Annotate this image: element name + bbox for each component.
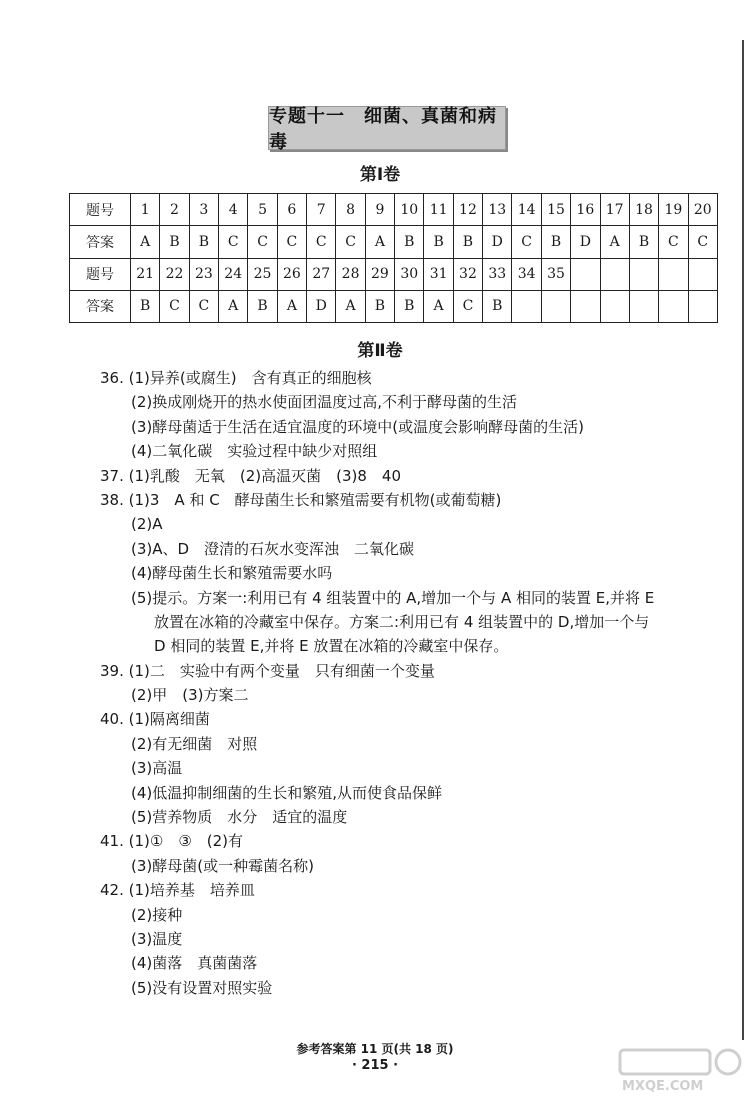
answer-line: (3)酵母菌(或一种霉菌名称) — [131, 856, 314, 875]
section-title-part1: 第Ⅰ卷 — [359, 165, 401, 185]
answer-letter-cell — [659, 290, 688, 322]
question-number-cell: 30 — [395, 258, 424, 290]
question-number-cell: 6 — [277, 194, 306, 226]
table-row — [70, 226, 718, 258]
question-number-cell: 16 — [571, 194, 600, 226]
question-number-cell: 33 — [483, 258, 512, 290]
answer-letter-cell: A — [336, 290, 365, 322]
answer-letter-cell: A — [277, 290, 306, 322]
question-number-cell — [688, 258, 717, 290]
answer-line: 42. (1)培养基 培养皿 — [100, 881, 255, 900]
answer-letter-cell: B — [365, 290, 394, 322]
answer-line: (4)酵母菌生长和繁殖需要水吗 — [131, 564, 333, 583]
answer-letter-cell — [600, 290, 629, 322]
question-number-cell: 7 — [307, 194, 336, 226]
question-number-cell: 8 — [336, 194, 365, 226]
answer-line: (5)营养物质 水分 适宜的温度 — [131, 808, 348, 827]
question-number-cell — [659, 258, 688, 290]
question-number-cell: 15 — [541, 194, 570, 226]
answer-line: (4)二氧化碳 实验过程中缺少对照组 — [131, 442, 378, 461]
answer-line: (3)酵母菌适于生活在适宜温度的环境中(或温度会影响酵母菌的生活) — [131, 417, 584, 436]
answer-line: D 相同的装置 E,并将 E 放置在冰箱的冷藏室中保存。 — [154, 637, 509, 656]
answer-letter-cell: B — [424, 226, 453, 258]
answer-letter-cell: D — [571, 226, 600, 258]
question-number-cell: 35 — [541, 258, 570, 290]
question-number-cell: 26 — [277, 258, 306, 290]
table-row — [70, 258, 718, 290]
answer-letter-cell: B — [131, 290, 160, 322]
answer-line: (3)温度 — [131, 929, 183, 948]
answer-line: (2)A — [131, 515, 163, 534]
question-number-cell: 4 — [219, 194, 248, 226]
answer-line: (5)提示。方案一:利用已有 4 组装置中的 A,增加一个与 A 相同的装置 E,并将 E — [131, 588, 655, 607]
answer-line: 40. (1)隔离细菌 — [100, 710, 210, 729]
answer-letter-cell: C — [277, 226, 306, 258]
answer-letter-cell: C — [688, 226, 717, 258]
page-number: · 215 · — [351, 1058, 399, 1073]
question-number-cell: 5 — [248, 194, 277, 226]
answer-letter-cell: B — [453, 226, 482, 258]
question-number-cell: 11 — [424, 194, 453, 226]
question-number-cell: 25 — [248, 258, 277, 290]
question-number-cell — [600, 258, 629, 290]
row-header: 答案 — [70, 290, 131, 322]
answer-letter-cell: B — [189, 226, 218, 258]
watermark-logo — [616, 1046, 746, 1094]
answer-letter-cell: A — [424, 290, 453, 322]
row-header: 答案 — [70, 226, 131, 258]
answer-letter-cell: C — [160, 290, 189, 322]
row-header: 题号 — [70, 258, 131, 290]
answer-letter-cell — [688, 290, 717, 322]
question-number-cell: 23 — [189, 258, 218, 290]
answer-letter-cell: A — [131, 226, 160, 258]
watermark-text: MXQE.COM — [622, 1079, 704, 1094]
question-number-cell: 27 — [307, 258, 336, 290]
answer-letter-cell: A — [219, 290, 248, 322]
question-number-cell: 17 — [600, 194, 629, 226]
answer-line: (2)接种 — [131, 905, 183, 924]
question-number-cell — [571, 258, 600, 290]
table-row — [70, 290, 718, 322]
question-number-cell — [629, 258, 658, 290]
answer-letter-cell: C — [336, 226, 365, 258]
answer-line: (2)有无细菌 对照 — [131, 734, 258, 753]
answer-line: 放置在冰箱的冷藏室中保存。方案二:利用已有 4 组装置中的 D,增加一个与 — [154, 612, 650, 631]
question-number-cell: 29 — [365, 258, 394, 290]
answer-line: (3)A、D 澄清的石灰水变浑浊 二氧化碳 — [131, 539, 415, 558]
answer-line: (2)甲 (3)方案二 — [131, 686, 249, 705]
answer-letter-cell: A — [365, 226, 394, 258]
answer-letter-cell — [629, 290, 658, 322]
question-number-cell: 18 — [629, 194, 658, 226]
answer-letter-cell: C — [219, 226, 248, 258]
question-number-cell: 2 — [160, 194, 189, 226]
answer-line: (2)换成刚烧开的热水使面团温度过高,不利于酵母菌的生活 — [131, 393, 518, 412]
answer-letter-cell: C — [307, 226, 336, 258]
question-number-cell: 14 — [512, 194, 541, 226]
question-number-cell: 9 — [365, 194, 394, 226]
answer-letter-cell: B — [629, 226, 658, 258]
answer-letter-cell: C — [453, 290, 482, 322]
answer-letter-cell — [512, 290, 541, 322]
section-title-part2: 第Ⅱ卷 — [357, 341, 403, 361]
question-number-cell: 12 — [453, 194, 482, 226]
answer-letter-cell — [571, 290, 600, 322]
page-reference: 参考答案第 11 页(共 18 页) — [296, 1042, 454, 1056]
answer-line: 39. (1)二 实验中有两个变量 只有细菌一个变量 — [100, 661, 435, 680]
question-number-cell: 34 — [512, 258, 541, 290]
page-edge-rule — [742, 40, 744, 1040]
question-number-cell: 19 — [659, 194, 688, 226]
answer-letter-cell: C — [189, 290, 218, 322]
answer-letter-cell: C — [659, 226, 688, 258]
question-number-cell: 3 — [189, 194, 218, 226]
answer-list — [100, 366, 730, 1000]
answer-line: (4)低温抑制细菌的生长和繁殖,从而使食品保鲜 — [131, 783, 443, 802]
answer-letter-cell: B — [160, 226, 189, 258]
topic-banner: 专题十一 细菌、真菌和病毒 — [268, 106, 506, 150]
question-number-cell: 32 — [453, 258, 482, 290]
answer-line: 37. (1)乳酸 无氧 (2)高温灭菌 (3)8 40 — [100, 466, 401, 485]
answer-line: 41. (1)① ③ (2)有 — [100, 832, 244, 851]
question-number-cell: 21 — [131, 258, 160, 290]
answer-letter-cell: B — [395, 226, 424, 258]
answer-letter-cell: D — [483, 226, 512, 258]
answer-table — [69, 193, 718, 323]
answer-letter-cell — [541, 290, 570, 322]
answer-letter-cell: C — [248, 226, 277, 258]
answer-letter-cell: C — [512, 226, 541, 258]
answer-line: (4)菌落 真菌菌落 — [131, 954, 258, 973]
answer-letter-cell: A — [600, 226, 629, 258]
question-number-cell: 31 — [424, 258, 453, 290]
answer-line: (3)高温 — [131, 759, 183, 778]
question-number-cell: 24 — [219, 258, 248, 290]
question-number-cell: 28 — [336, 258, 365, 290]
answer-letter-cell: B — [248, 290, 277, 322]
answer-line: 38. (1)3 A 和 C 酵母菌生长和繁殖需要有机物(或葡萄糖) — [100, 490, 502, 509]
question-number-cell: 10 — [395, 194, 424, 226]
answer-letter-cell: B — [395, 290, 424, 322]
question-number-cell: 1 — [131, 194, 160, 226]
answer-letter-cell: B — [541, 226, 570, 258]
row-header: 题号 — [70, 194, 131, 226]
table-row — [70, 194, 718, 226]
answer-line: (5)没有设置对照实验 — [131, 978, 273, 997]
question-number-cell: 20 — [688, 194, 717, 226]
answer-letter-cell: D — [307, 290, 336, 322]
question-number-cell: 13 — [483, 194, 512, 226]
question-number-cell: 22 — [160, 258, 189, 290]
answer-letter-cell: B — [483, 290, 512, 322]
answer-line: 36. (1)异养(或腐生) 含有真正的细胞核 — [100, 369, 372, 387]
